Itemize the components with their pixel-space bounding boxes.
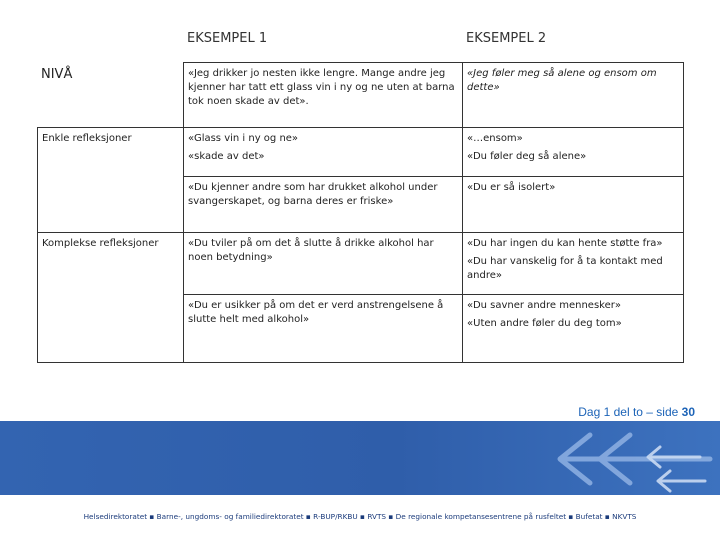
example-2-cell <box>462 294 684 363</box>
slide-number-value: 30 <box>681 405 695 419</box>
example-2-cell <box>462 232 684 294</box>
footer-band <box>0 421 720 495</box>
row-label: NIVÅ <box>41 67 73 82</box>
column-header-example-2: EKSEMPEL 2 <box>466 31 547 46</box>
example-text: «Du savner andre mennesker» <box>467 300 621 311</box>
table-subrow <box>37 176 684 237</box>
table-row <box>37 62 684 127</box>
row-label: Enkle refleksjoner <box>37 127 183 237</box>
example-1-cell <box>183 62 462 127</box>
example-1-cell <box>183 232 462 294</box>
table-subrow <box>37 127 684 176</box>
example-2-cell <box>462 176 684 237</box>
example-text: «Du er usikker på om det er verd anstrengelsene å slutte helt med alkohol» <box>188 300 444 325</box>
example-text: «Uten andre føler du deg tom» <box>467 318 622 329</box>
example-1-cell <box>183 294 462 363</box>
example-1-cell <box>183 176 462 237</box>
column-header-example-1: EKSEMPEL 1 <box>187 31 268 46</box>
table-subrow <box>37 232 684 294</box>
example-2-cell <box>462 62 684 127</box>
example-text: «Du føler deg så alene» <box>467 151 587 162</box>
example-text: «Du har ingen du kan hente støtte fra» <box>467 238 663 249</box>
example-text: «Du tviler på om det å slutte å drikke alkohol har noen betydning» <box>188 238 434 263</box>
example-text: «Du er så isolert» <box>467 182 556 193</box>
example-text: «skade av det» <box>188 151 265 162</box>
table-subrow <box>37 294 684 363</box>
example-text: «…ensom» <box>467 133 523 144</box>
example-text: «Glass vin i ny og ne» <box>188 133 299 144</box>
row-label: Komplekse refleksjoner <box>37 232 183 363</box>
slide-number <box>578 405 695 419</box>
example-text: «Jeg føler meg så alene og ensom om dette» <box>467 68 657 93</box>
slide-number-prefix: Dag 1 del to – side <box>578 405 682 419</box>
example-2-cell <box>462 127 684 176</box>
arrows-graphic-icon <box>520 421 720 495</box>
example-1-cell <box>183 127 462 176</box>
example-text: «Du kjenner andre som har drukket alkohol under svangerskapet, og barna deres er friske» <box>188 182 438 207</box>
example-text: «Du har vanskelig for å ta kontakt med andre» <box>467 256 663 281</box>
example-text: «Jeg drikker jo nesten ikke lengre. Mange andre jeg kjenner har tatt ett glass vin i ny og ne uten at barna tok noen skade av det». <box>188 68 455 107</box>
footer-organizations: Helsedirektoratet ▪ Barne-, ungdoms- og familiedirektoratet ▪ R-BUP/RKBU ▪ RVTS ▪ De regionale kompetansesentrene på rusfeltet ▪ Bufetat ▪ NKVTS <box>83 512 637 521</box>
